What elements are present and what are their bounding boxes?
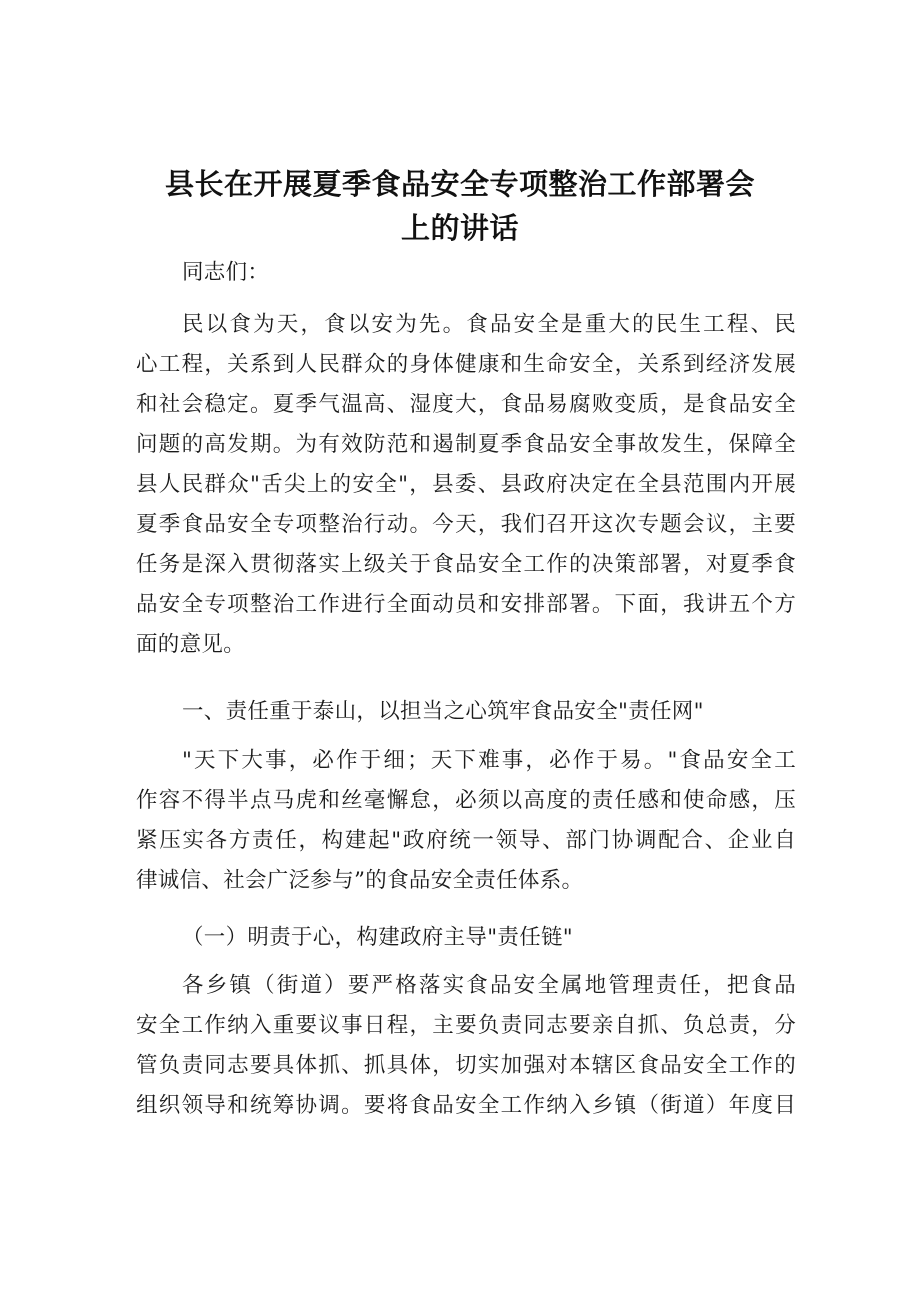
paragraph-line: 夏季食品安全专项整治行动。今天，我们召开这次专题会议，主要 xyxy=(136,512,796,537)
title-line-1: 县长在开展夏季食品安全专项整治工作部署会 xyxy=(164,167,755,201)
paragraph-line: 管负责同志要具体抓、抓具体，切实加强对本辖区食品安全工作的 xyxy=(136,1053,796,1078)
paragraph-line: 面的意见。 xyxy=(136,632,246,657)
paragraph-line: 问题的高发期。为有效防范和遏制夏季食品安全事故发生，保障全 xyxy=(136,432,796,457)
paragraph-line: 紧压实各方责任，构建起"政府统一领导、部门协调配合、企业自 xyxy=(136,828,796,853)
paragraph-line: 律诚信、社会广泛参与”的食品安全责任体系。 xyxy=(136,868,584,893)
paragraph-line: 和社会稳定。夏季气温高、湿度大，食品易腐败变质，是食品安全 xyxy=(136,392,796,417)
paragraph-line: 任务是深入贯彻落实上级关于食品安全工作的决策部署，对夏季食 xyxy=(136,552,796,577)
subsection-1-heading: （一）明责于心，构建政府主导"责任链" xyxy=(182,925,573,950)
document-title xyxy=(120,162,800,250)
paragraph-line: 各乡镇（街道）要严格落实食品安全属地管理责任，把食品 xyxy=(182,973,796,998)
subsection-1-paragraph xyxy=(136,966,796,1126)
paragraph-line: 县人民群众"舌尖上的安全"，县委、县政府决定在全县范围内开展 xyxy=(136,472,796,497)
paragraph-line: 民以食为天，食以安为先。食品安全是重大的民生工程、民 xyxy=(182,312,796,337)
title-line-2: 上的讲话 xyxy=(400,211,519,245)
paragraph-line: 作容不得半点马虎和丝毫懈怠，必须以高度的责任感和使命感，压 xyxy=(136,788,796,813)
paragraph-line: 安全工作纳入重要议事日程，主要负责同志要亲自抓、负总责，分 xyxy=(136,1013,796,1038)
paragraph-line: 品安全专项整治工作进行全面动员和安排部署。下面，我讲五个方 xyxy=(136,592,796,617)
paragraph-line: "天下大事，必作于细；天下难事，必作于易。"食品安全工 xyxy=(182,748,796,773)
intro-paragraph xyxy=(136,305,796,665)
paragraph-line: 心工程，关系到人民群众的身体健康和生命安全，关系到经济发展 xyxy=(136,352,796,377)
paragraph-line: 组织领导和统筹协调。要将食品安全工作纳入乡镇（街道）年度目 xyxy=(136,1093,796,1118)
section-1-paragraph xyxy=(136,741,796,901)
section-1-heading: 一、责任重于泰山，以担当之心筑牢食品安全"责任网" xyxy=(182,699,704,724)
salutation: 同志们： xyxy=(182,260,270,285)
